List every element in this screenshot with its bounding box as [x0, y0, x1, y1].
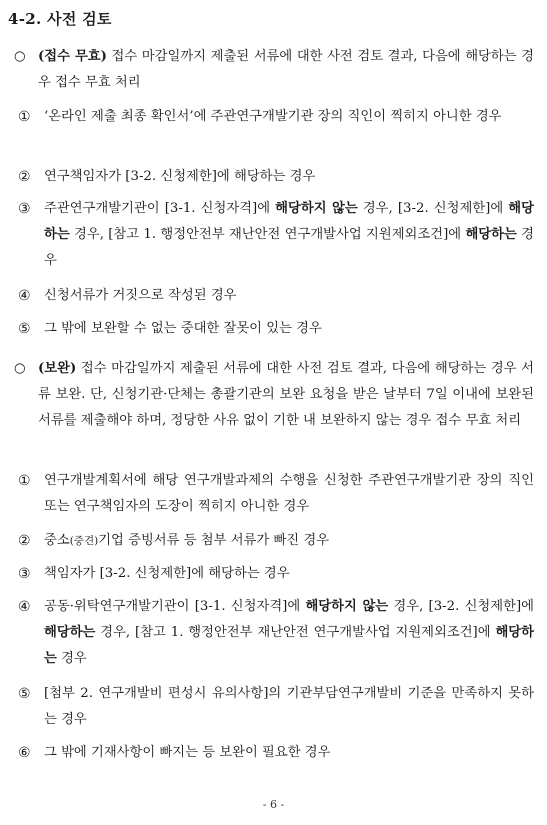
paragraph-lead: (보완): [38, 361, 77, 376]
item-number: ⑤: [18, 321, 31, 337]
list-item: [18, 164, 534, 190]
item-number: ②: [18, 169, 31, 185]
item-text: 중소(중견)기업 증빙서류 등 첨부 서류가 빠진 경우: [44, 533, 330, 548]
item-text: 신청서류가 거짓으로 작성된 경우: [44, 288, 237, 303]
item-number: ①: [18, 473, 31, 489]
list-item: [18, 283, 534, 309]
list-item: [18, 104, 534, 130]
list-item: [18, 681, 534, 733]
page-number: - 6 -: [262, 798, 285, 811]
list-item: [18, 594, 534, 672]
paragraph-text: 접수 마감일까지 제출된 서류에 대한 사전 검토 결과, 다음에 해당하는 경우 접수 무효 처리: [38, 49, 535, 90]
item-number: ④: [18, 599, 31, 615]
item-text: 연구책임자가 [3-2. 신청제한]에 해당하는 경우: [44, 169, 316, 184]
bullet-marker: ○: [14, 49, 26, 64]
item-number: ②: [18, 533, 31, 549]
item-text: 그 밖에 기재사항이 빠지는 등 보완이 필요한 경우: [44, 745, 331, 760]
paragraph-lead: (접수 무효): [38, 49, 107, 64]
item-number: ⑥: [18, 745, 31, 761]
list-item: [18, 528, 534, 554]
item-text: [첨부 2. 연구개발비 편성시 유의사항]의 기관부담연구개발비 기준을 만족하지 못하는 경우: [44, 686, 534, 727]
item-text: 그 밖에 보완할 수 없는 중대한 잘못이 있는 경우: [44, 321, 322, 336]
item-number: ④: [18, 288, 31, 304]
item-text: 책임자가 [3-2. 신청제한]에 해당하는 경우: [44, 566, 290, 581]
item-number: ③: [18, 566, 31, 582]
item-text: ‘온라인 제출 최종 확인서’에 주관연구개발기관 장의 직인이 찍히지 아니한 경우: [44, 109, 502, 124]
list-item: [18, 561, 534, 587]
section-title: 4-2. 사전 검토: [8, 10, 112, 28]
list-item: [18, 196, 534, 274]
item-number: ⑤: [18, 686, 31, 702]
item-number: ①: [18, 109, 31, 125]
item-number: ③: [18, 201, 31, 217]
item-text: 주관연구개발기관이 [3-1. 신청자격]에 해당하지 않는 경우, [3-2. 신청제한]에 해당하는 경우, [참고 1. 행정안전부 재난안전 연구개발사업 지원제외조건]에 해당하는 경우: [44, 201, 534, 268]
item-text: 공동·위탁연구개발기관이 [3-1. 신청자격]에 해당하지 않는 경우, [3-2. 신청제한]에 해당하는 경우, [참고 1. 행정안전부 재난안전 연구개발사업 지원제외조건]에 해당하는 경우: [44, 599, 534, 666]
item-text: 연구개발계획서에 해당 연구개발과제의 수행을 신청한 주관연구개발기관 장의 직인 또는 연구책임자의 도장이 찍히지 아니한 경우: [44, 473, 534, 514]
list-item: [18, 740, 534, 766]
paragraph-invalid-submission: [14, 44, 534, 96]
list-item: [18, 468, 534, 520]
paragraph-supplement: [14, 356, 534, 434]
bullet-marker: ○: [14, 361, 26, 376]
paragraph-text: 접수 마감일까지 제출된 서류에 대한 사전 검토 결과, 다음에 해당하는 경우 서류 보완. 단, 신청기관·단체는 총괄기관의 보완 요청을 받은 날부터 7일 이내에 보완된 서류를 제출해야 하며, 정당한 사유 없이 기한 내 보완하지 않는 경우 접수 무효 처리: [38, 361, 534, 428]
list-item: [18, 316, 534, 342]
